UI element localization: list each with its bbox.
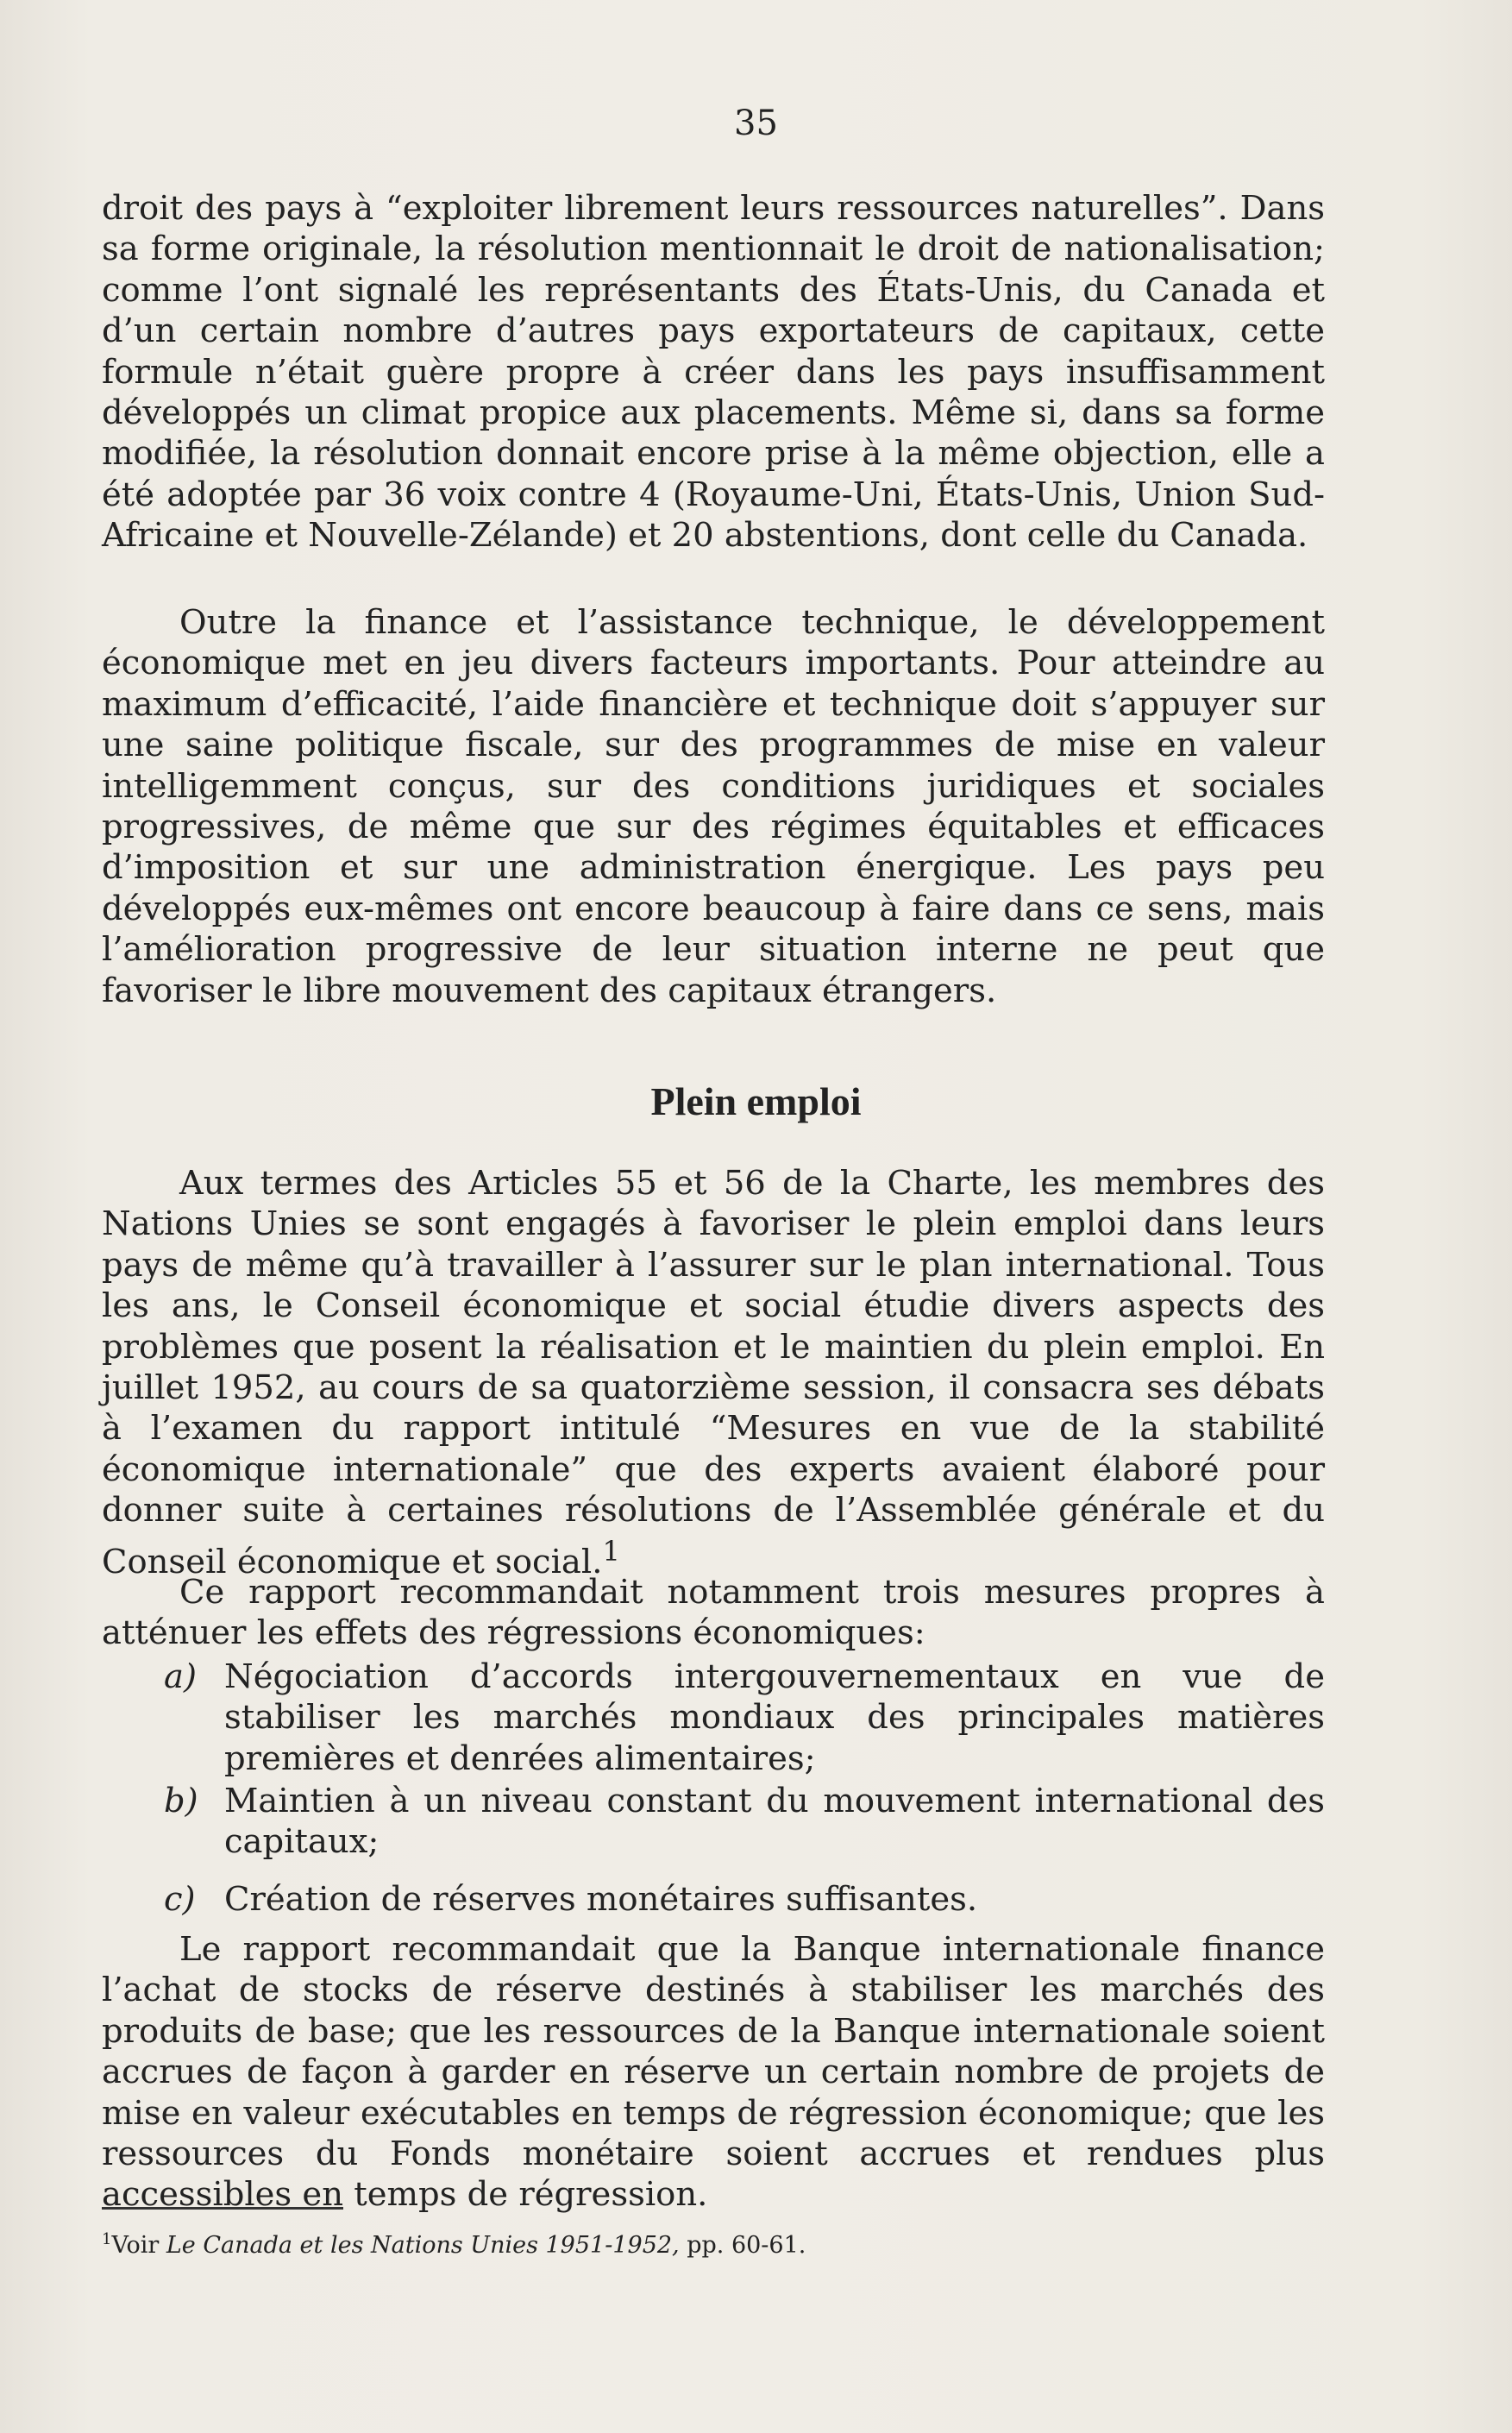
list-item [164, 1781, 1325, 1863]
page-number: 35 [734, 104, 778, 143]
footnote-divider [102, 2207, 343, 2210]
paragraph-2: Outre la finance et l’assistance technique, le développement économique met en jeu divers facteurs importants. Pour atteindre au maximum d’efficacité, l’aide financière et technique doit s’appuyer sur une saine politique fiscale, sur des programmes de mise en valeur intelligemment conçus, sur des conditions juridiques et sociales progressives, de même que sur des régimes équitables et efficaces d’imposition et sur une administration énergique. Les pays peu développés eux-mêmes ont encore beaucoup à faire dans ce sens, mais l’amélioration progressive de leur situation interne ne peut que favoriser le libre mouvement des capitaux étrangers. [102, 603, 1325, 1010]
footnote-title: Le Canada et les Nations Unies 1951-1952, [166, 2232, 680, 2259]
list-item-text: Création de réserves monétaires suffisantes. [224, 1880, 978, 1919]
list-marker: a) [164, 1657, 197, 1696]
list-item [164, 1879, 1325, 1920]
paragraph-5: Le rapport recommandait que la Banque internationale finance l’achat de stocks de réserve destinés à stabiliser les marchés des produits de base; que les ressources de la Banque internationale soient accrues de façon à garder en réserve un certain nombre de projets de mise en valeur exécutables en temps de régression économique; que les ressources du Fonds monétaire soient accrues et rendues plus accessibles en temps de régression. [102, 1930, 1325, 2215]
paragraph-3-text: Aux termes des Articles 55 et 56 de la Charte, les membres des Nations Unies se sont engagés à favoriser le plein emploi dans leurs pays de même qu’à travailler à l’assurer sur le plan international. Tous les ans, le Conseil économique et social étudie divers aspects des problèmes que posent la réalisation et le maintien du plein emploi. En juillet 1952, au cours de sa quatorzième session, il consacra ses débats à l’examen du rapport intitulé “Mesures en vue de la stabilité économique internationale” que des experts avaient élaboré pour donner suite à certaines résolutions de l’Assemblée générale et du Conseil économique et social. [102, 1164, 1325, 1581]
footnote-pages: pp. 60-61. [679, 2232, 806, 2259]
list-item-text: Négociation d’accords intergouvernementaux en vue de stabiliser les marchés mondiaux des principales matières premières et denrées alimentaires; [224, 1657, 1325, 1778]
list-marker: b) [164, 1782, 198, 1820]
list-item-text: Maintien à un niveau constant du mouvement international des capitaux; [224, 1782, 1325, 1862]
footnote-prefix: Voir [111, 2232, 166, 2259]
list-item [164, 1657, 1325, 1779]
list-marker: c) [164, 1880, 196, 1919]
footnote [102, 2224, 1325, 2261]
section-heading: Plein emploi [650, 1079, 862, 1123]
footnote-reference: 1 [602, 1534, 620, 1568]
footnote-number: 1 [102, 2230, 112, 2248]
paragraph-1: droit des pays à “exploiter librement leurs ressources naturelles”. Dans sa forme originale, la résolution mentionnait le droit de nationalisation; comme l’ont signalé les représentants des États-Unis, du Canada et d’un certain nombre d’autres pays exportateurs de capitaux, cette formule n’était guère propre à créer dans les pays insuffisamment développés un climat propice aux placements. Même si, dans sa forme modifiée, la résolution donnait encore prise à la même objection, elle a été adoptée par 36 voix contre 4 (Royaume-Uni, États-Unis, Union Sud-Africaine et Nouvelle-Zélande) et 20 abstentions, dont celle du Canada. [102, 189, 1325, 556]
paragraph-4: Ce rapport recommandait notamment trois mesures propres à atténuer les effets des régressions économiques: [102, 1573, 1325, 1653]
paragraph-3 [102, 1163, 1325, 1582]
